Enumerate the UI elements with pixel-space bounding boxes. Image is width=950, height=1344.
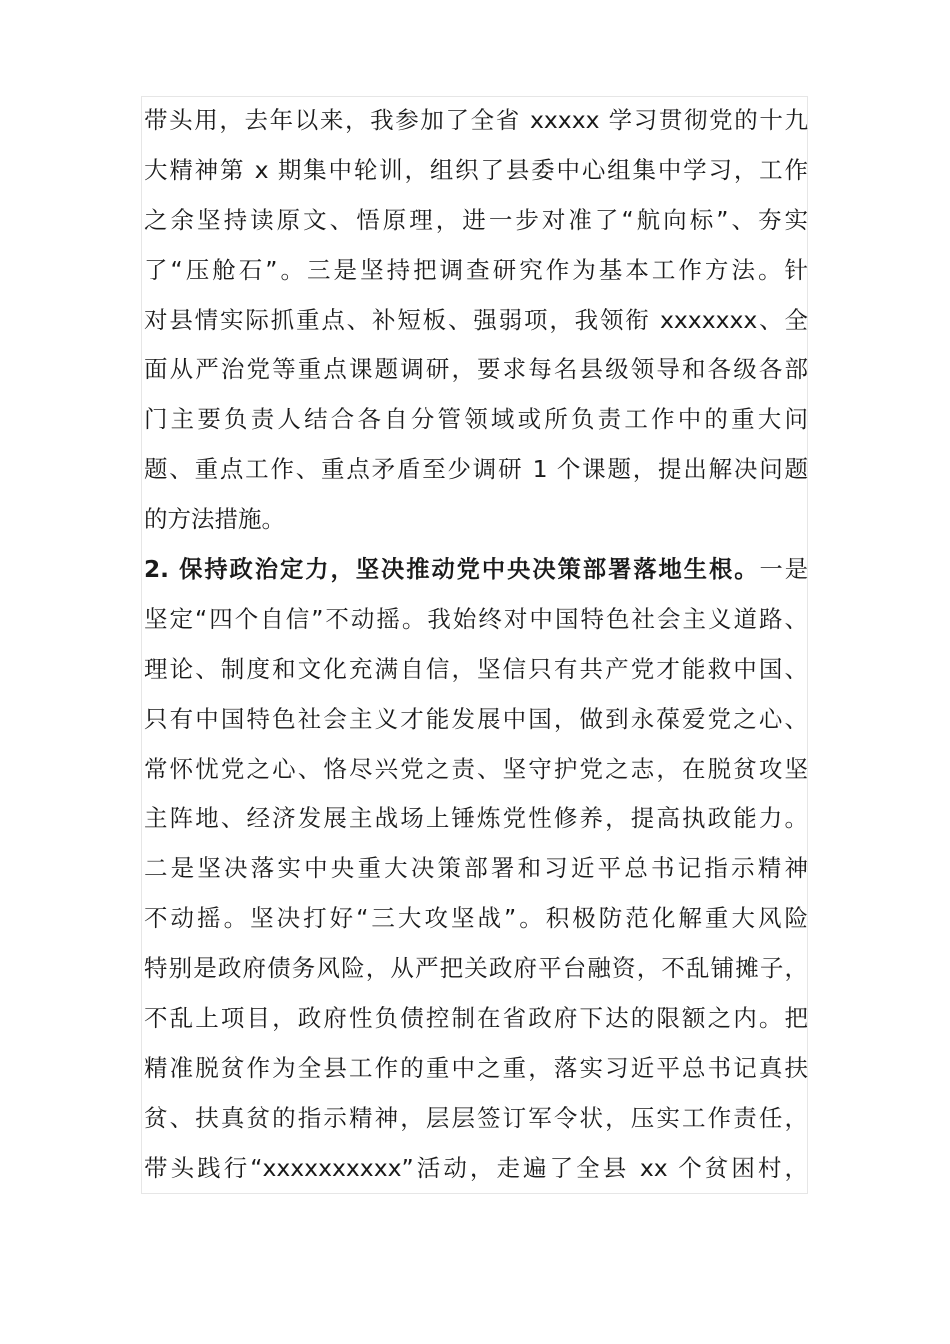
text-line: 不乱上项目，政府性负债控制在省政府下达的限额之内。把	[144, 1004, 808, 1033]
text-line: 大精神第 x 期集中轮训，组织了县委中心组集中学习，工作	[144, 155, 808, 184]
text-line: 带头用，去年以来，我参加了全省 xxxxx 学习贯彻党的十九	[144, 106, 808, 134]
text-line: 的方法措施。	[144, 505, 285, 534]
text-line: 门主要负责人结合各自分管领域或所负责工作中的重大问	[144, 405, 808, 434]
document-body	[144, 96, 808, 1194]
text-line: 二是坚决落实中央重大决策部署和习近平总书记指示精神	[144, 854, 808, 883]
text-line: 理论、制度和文化充满自信，坚信只有共产党才能救中国、	[144, 654, 808, 683]
text-line: 带头践行“xxxxxxxxxx”活动，走遍了全县 xx 个贫困村，	[144, 1153, 808, 1182]
text-line: 常怀忧党之心、恪尽兴党之责、坚守护党之志，在脱贫攻坚	[144, 754, 808, 783]
text-line: 题、重点工作、重点矛盾至少调研 1 个课题，提出解决问题	[144, 455, 808, 484]
text-line: 主阵地、经济发展主战场上锤炼党性修养，提高执政能力。	[144, 804, 808, 833]
text-line: 了“压舱石”。三是坚持把调查研究作为基本工作方法。针	[144, 255, 808, 284]
text-line: 之余坚持读原文、悟原理，进一步对准了“航向标”、夯实	[144, 205, 808, 234]
text-line: 只有中国特色社会主义才能发展中国，做到永葆爱党之心、	[144, 704, 808, 733]
text-line: 面从严治党等重点课题调研，要求每名县级领导和各级各部	[144, 355, 808, 384]
text-line: 对县情实际抓重点、补短板、强弱项，我领衔 xxxxxxx、全	[144, 305, 808, 334]
section-heading: 2. 保持政治定力，坚决推动党中央决策部署落地生根。	[144, 556, 760, 584]
section-heading-line: 2. 保持政治定力，坚决推动党中央决策部署落地生根。一是	[144, 556, 808, 584]
text-line: 贫、扶真贫的指示精神，层层签订军令状，压实工作责任，	[144, 1103, 808, 1132]
text-line: 不动摇。坚决打好“三大攻坚战”。积极防范化解重大风险	[144, 904, 808, 933]
text-line: 坚定“四个自信”不动摇。我始终对中国特色社会主义道路、	[144, 604, 808, 633]
text-line: 精准脱贫作为全县工作的重中之重，落实习近平总书记真扶	[144, 1053, 808, 1082]
text-line: 特别是政府债务风险，从严把关政府平台融资，不乱铺摊子，	[144, 954, 808, 983]
